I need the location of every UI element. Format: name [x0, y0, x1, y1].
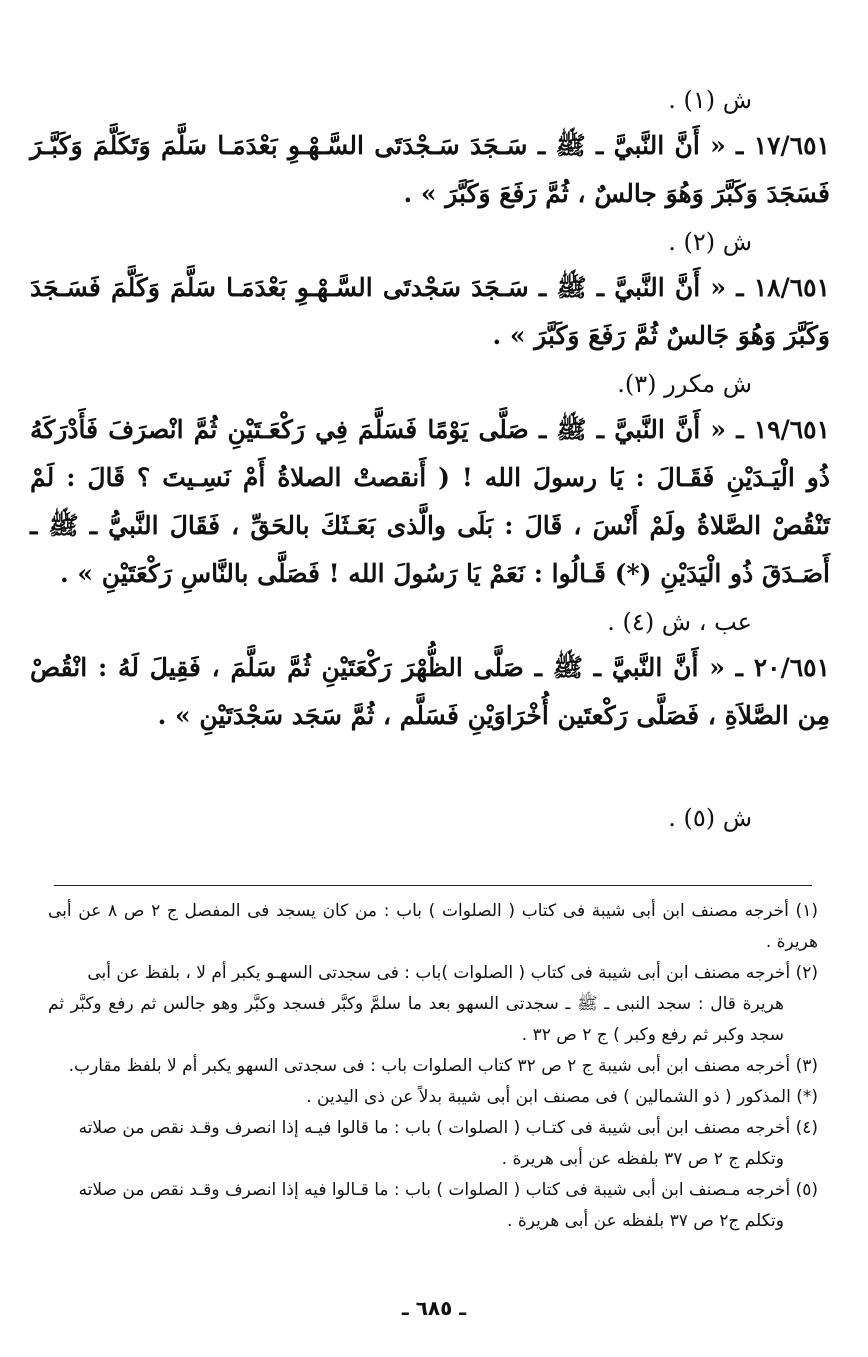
- hadith-text: « أَنَّ النَّبيَّ ـ ﷺ ـ صَلَّى الظُّهْرَ رَكْعَتَيْنِ ثُمَّ سَلَّمَ ، فَقِيلَ لَهُ : انْقُصْ مِن الصَّلاَةِ ، فَصَلَّى رَكْعتَين أُخْرَاوَيْنِ فَسَلَّم ، ثُمَّ سَجَد سَجْدَتَيْنِ » .: [30, 653, 830, 730]
- hadith-number: ١٧/٦٥١ ـ: [736, 131, 830, 160]
- hadith-entry: [30, 406, 830, 598]
- hadith-entry: [30, 644, 830, 740]
- footnote: [48, 1051, 818, 1082]
- source-citation: ش (٢) .: [668, 228, 752, 256]
- footnote-marker: (٣): [795, 1056, 818, 1076]
- footnote-text: المذكور ( ذو الشمالين ) فى مصنف ابن أبى شيبة بدلاً عن ذى اليدين .: [306, 1087, 791, 1107]
- footnote-text: أخرجه مصنف ابن أبى شيبة فى كتاب ( الصلوات ) باب : من كان يسجد فى المفصل ج ٢ ص ٨ عن أبى هريرة .: [48, 901, 818, 952]
- footnote-marker: (٢): [795, 963, 818, 983]
- hadith-text: « أَنَّ النَّبيَّ ـ ﷺ ـ سَـجَدَ سَجْدتَى السَّـهْـوِ بَعْدَمَـا سَلَّمَ وَكَلَّمَ فَسَـجَدَ وَكَبَّرَ وَهُوَ جَالسٌ ثُمَّ رَفَعَ وَكَبَّرَ » .: [30, 273, 830, 350]
- main-text: [30, 80, 830, 836]
- footnote: [48, 1113, 818, 1175]
- footnotes: [48, 896, 818, 1237]
- footnote-divider: [54, 885, 812, 886]
- footnote-text: أخرجه مـصنف ابن أبى شيبة فى كتاب ( الصلوات ) باب : ما قـالوا فيه إذا انصرف وقـد نقص من صلاته: [78, 1180, 791, 1200]
- footnote: [48, 958, 818, 1051]
- page-number: ـ ٦٨٥ ـ: [401, 1296, 467, 1320]
- hadith-text: « أَنَّ النَّبيَّ ـ ﷺ ـ صَلَّى يَوْمًا فَسَلَّمَ فِي رَكْعَـتَيْنِ ثُمَّ انْصرَفَ فَأَدْرَكَهُ ذُو الْيَـدَيْنِ فَقَـالَ : يَا رسولَ الله ! ( أَنقصتْ الصلاةُ أَمْ نَسِـيتَ ؟ قَالَ : لَمْ تَنْقُصْ الصَّلاةُ ولَمْ أَنْسَ ، قَالَ : بَلَى والَّذى بَعَـثَكَ بالحَقِّ ، فَقَالَ النَّبيُّ ـ ﷺ ـ أَصَـدَقَ ذُو الْيَدَيْنِ (*) قَـالُوا : نَعَمْ يَا رَسُولَ الله ! فَصَلَّى بالنَّاسِ رَكْعَتَيْنِ » .: [30, 415, 830, 588]
- footnote-marker: (٥): [795, 1180, 818, 1200]
- hadith-number: ١٨/٦٥١ ـ: [736, 273, 830, 302]
- footnote-continuation: هريرة قال : سجد النبى ـ ﷺ ـ سجدتى السهو بعد ما سلمَّ وكبَّر فسجد وكبَّر وهو جالس ثم رفع وكبَّر ثم سجد وكبر ثم رفع وكبر ) ج ٢ ص ٣٢ .: [48, 994, 784, 1045]
- hadith-entry: [30, 264, 830, 360]
- hadith-text: « أَنَّ النَّبيَّ ـ ﷺ ـ سَـجَدَ سَـجْدَتَى السَّـهْـوِ بَعْدَمَـا سَلَّمَ وَتَكَلَّمَ وَكَبَّـرَ فَسَجَدَ وَكَبَّرَ وَهُوَ جالسٌ ، ثُمَّ رَفَعَ وَكَبَّرَ » .: [30, 131, 830, 208]
- hadith-entry: [30, 122, 830, 218]
- hadith-number: ١٩/٦٥١ ـ: [736, 415, 830, 444]
- footnote-marker: (١): [795, 901, 818, 921]
- footnote-text: أخرجه مصنف ابن أبى شيبة ج ٢ ص ٣٢ كتاب الصلوات باب : فى سجدتى السهو يكبر أم لا بلفظ مقارب.: [68, 1056, 791, 1076]
- footnote: [48, 1082, 818, 1113]
- hadith-number: ٢٠/٦٥١ ـ: [735, 653, 830, 682]
- source-citation: ش مكرر (٣).: [617, 370, 752, 398]
- source-citation: ش (٥) .: [668, 804, 752, 832]
- footnote-marker: (٤): [795, 1118, 818, 1138]
- footnote-continuation: وتكلم ج٢ ص ٣٧ بلفظه عن أبى هريرة .: [507, 1211, 784, 1231]
- source-citation: ش (١) .: [668, 86, 752, 114]
- footnote-text: أخرجه مصنف ابن أبى شيبة فى كتـاب ( الصلوات ) باب : ما قالوا فيـه إذا انصرف وقـد نقص من صلاته: [78, 1118, 791, 1138]
- footnote-continuation: وتكلم ج ٢ ص ٣٧ بلفظه عن أبى هريرة .: [501, 1149, 784, 1169]
- footnote-text: أخرجه مصنف ابن أبى شيبة فى كتاب ( الصلوات )باب : فى سجدتى السهـو يكبر أم لا ، بلفظ عن أبى: [87, 963, 791, 983]
- footnote: [48, 1175, 818, 1237]
- footnote: [48, 896, 818, 958]
- source-citation: عب ، ش (٤) .: [607, 608, 752, 636]
- footnote-marker: (*): [796, 1087, 818, 1107]
